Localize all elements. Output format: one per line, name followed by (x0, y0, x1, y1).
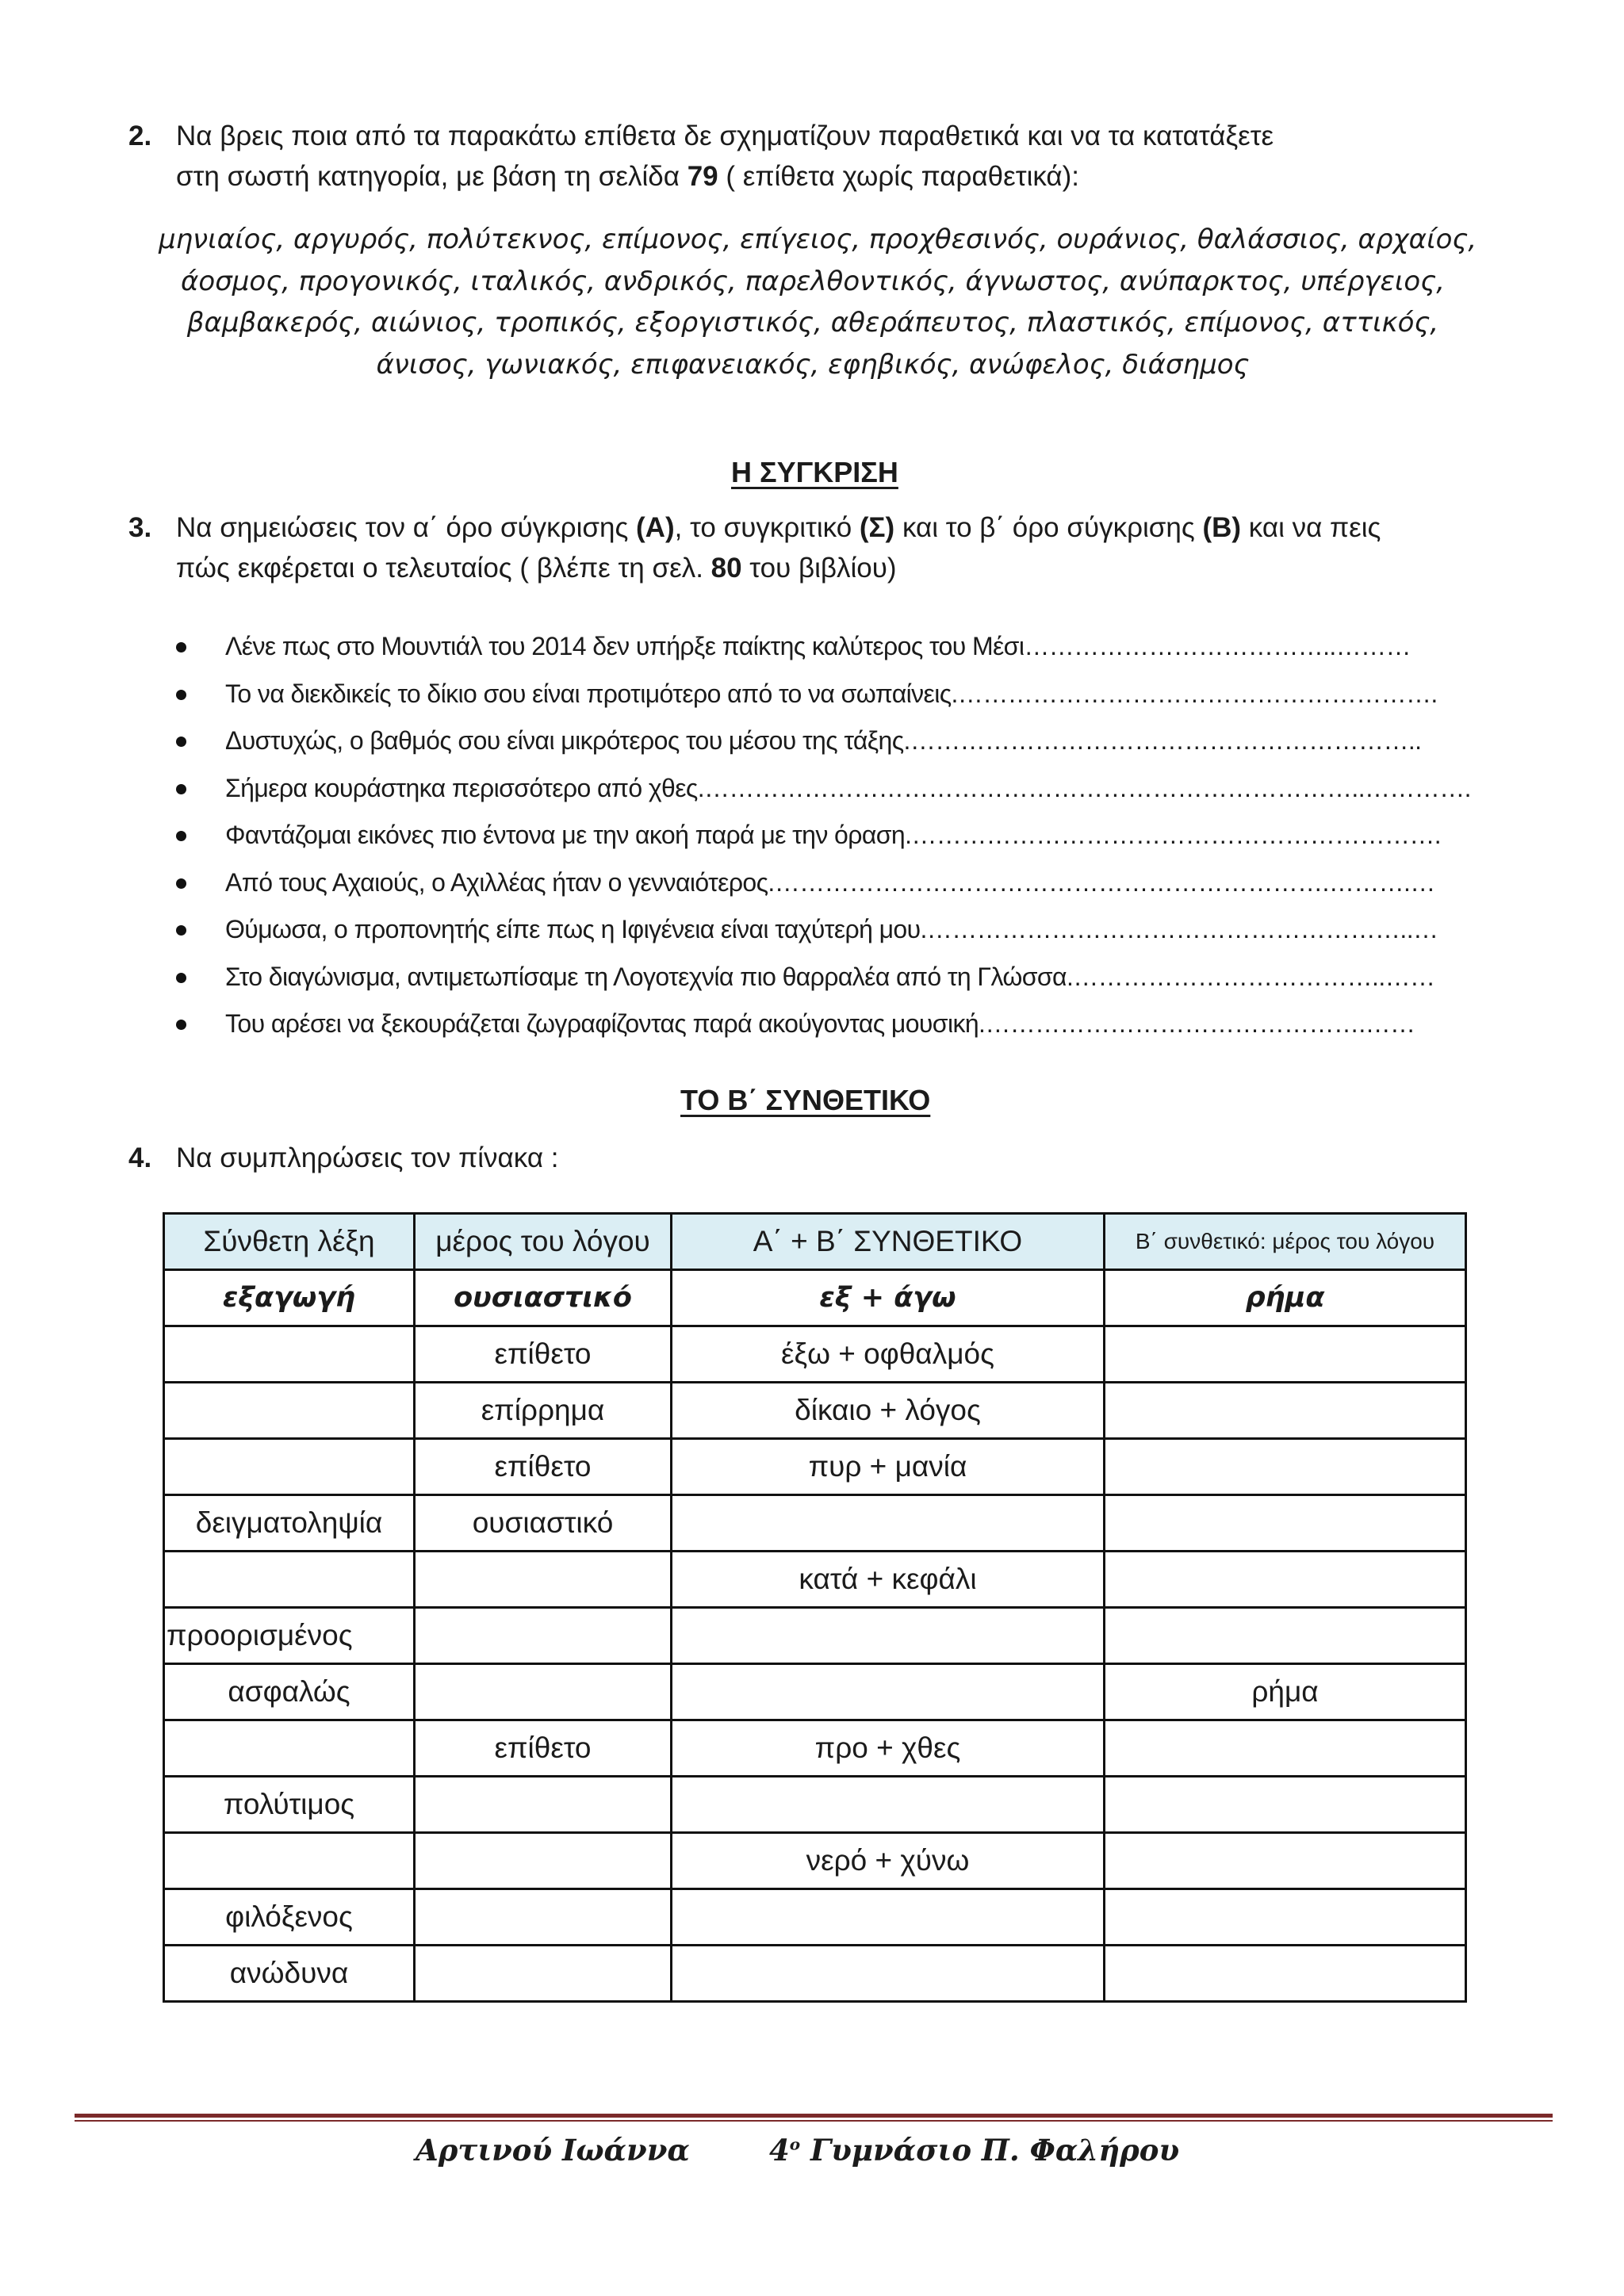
table-cell: επίθετο (415, 1720, 672, 1777)
page-reference: 79 (687, 161, 718, 192)
table-cell: φιλόξενος (164, 1889, 415, 1946)
column-header: Α΄ + Β΄ ΣΥΝΘΕΤΙΚΟ (672, 1214, 1105, 1270)
column-header: Σύνθετη λέξη (164, 1214, 415, 1270)
table-cell[interactable] (672, 1889, 1105, 1946)
question-text: στη σωστή κατηγορία, με βάση τη σελίδα (176, 161, 688, 192)
footer-divider (75, 2120, 1553, 2122)
footer-school (769, 2133, 1179, 2168)
table-row (164, 1552, 1466, 1608)
table-cell[interactable] (164, 1720, 415, 1777)
table-cell: ανώδυνα (164, 1946, 415, 2002)
footer-author: Αρτινού Ιωάννα (416, 2133, 690, 2168)
table-row (164, 1608, 1466, 1664)
table-cell: επίρρημα (415, 1383, 672, 1439)
table-cell[interactable] (1105, 1383, 1466, 1439)
question-4 (128, 1138, 1080, 1178)
table-cell: έξω + οφθαλμός (672, 1326, 1105, 1383)
table-cell[interactable] (1105, 1889, 1466, 1946)
table-cell[interactable] (1105, 1439, 1466, 1495)
adjective-line: άοσμος, προγονικός, ιταλικός, ανδρικός, παρελθοντικός, άγνωστος, ανύπαρκτος, υπέργειος, (181, 265, 1445, 297)
table-cell[interactable] (164, 1326, 415, 1383)
table-cell[interactable] (1105, 1326, 1466, 1383)
school-name: Γυμνάσιο Π. Φαλήρου (800, 2133, 1180, 2168)
table-row (164, 1777, 1466, 1833)
term-s-marker: (Σ) (859, 512, 895, 543)
table-cell: ουσιαστικό (415, 1495, 672, 1552)
question-text: πώς εκφέρεται ο τελευταίος ( βλέπε τη σελ. (176, 553, 711, 584)
question-text: του βιβλίου) (741, 553, 897, 584)
adjective-line: μηνιαίος, αργυρός, πολύτεκνος, επίμονος, επίγειος, προχθεσινός, ουράνιος, θαλάσσιος, αρχαίος, (159, 224, 1477, 255)
table-cell[interactable] (672, 1946, 1105, 2002)
table-cell[interactable] (672, 1777, 1105, 1833)
table-example-row (164, 1270, 1466, 1326)
compound-words-table (163, 1212, 1467, 2003)
question-text-line2 (128, 156, 1516, 197)
question-number: 4. (128, 1142, 152, 1173)
question-2 (128, 116, 1516, 197)
question-text-line2 (128, 548, 1556, 588)
question-text-line1 (128, 507, 1556, 548)
table-cell[interactable] (672, 1608, 1105, 1664)
table-cell: ουσιαστικό (415, 1270, 672, 1326)
table-cell[interactable] (415, 1552, 672, 1608)
section-heading-compound: ΤΟ Β΄ ΣΥΝΘΕΤΙΚΟ (680, 1084, 931, 1116)
page-reference: 80 (710, 553, 742, 584)
table-cell[interactable] (415, 1946, 672, 2002)
table-cell[interactable] (415, 1608, 672, 1664)
table-cell: προορισμένος (164, 1608, 415, 1664)
question-text: ( επίθετα χωρίς παραθετικά): (718, 161, 1080, 192)
question-text: και να πεις (1241, 512, 1381, 543)
question-text-line1 (128, 116, 1516, 156)
footer-divider (75, 2114, 1553, 2118)
table-cell: επίθετο (415, 1326, 672, 1383)
table-cell[interactable] (164, 1552, 415, 1608)
list-item: Το να διεκδικείς το δίκιο σου είναι προτιμότερο από το να σωπαίνεις.…………………………………………………. (176, 671, 1556, 718)
table-row (164, 1889, 1466, 1946)
comparison-sentences (176, 623, 1556, 1048)
column-header: Β΄ συνθετικό: μέρος του λόγου (1105, 1214, 1466, 1270)
table-cell[interactable] (415, 1777, 672, 1833)
table-cell: εξαγωγή (164, 1270, 415, 1326)
section-heading-comparison: Η ΣΥΓΚΡΙΣΗ (731, 456, 898, 488)
table-cell[interactable] (1105, 1720, 1466, 1777)
list-item: Στο διαγώνισμα, αντιμετωπίσαμε τη Λογοτεχνία πιο θαρραλέα από τη Γλώσσα.………………………………..…… (176, 954, 1556, 1001)
list-item: Του αρέσει να ξεκουράζεται ζωγραφίζοντας παρά ακούγοντας μουσική.……………………………………….…… (176, 1001, 1556, 1048)
table-cell[interactable] (415, 1889, 672, 1946)
table-cell: ρήμα (1105, 1270, 1466, 1326)
table-cell[interactable] (672, 1495, 1105, 1552)
table-row (164, 1439, 1466, 1495)
table-cell: εξ + άγω (672, 1270, 1105, 1326)
table-cell: νερό + χύνω (672, 1833, 1105, 1889)
question-text: , το συγκριτικό (674, 512, 860, 543)
list-item: Λένε πως στο Μουντιάλ του 2014 δεν υπήρξε παίκτης καλύτερος του Μέσι………………………………..……… (176, 623, 1556, 671)
list-item: Από τους Αχαιούς, ο Αχιλλέας ήταν ο γενναιότερος.………………………………………………………….……….… (176, 859, 1556, 907)
table-cell: πολύτιμος (164, 1777, 415, 1833)
table-cell[interactable] (1105, 1833, 1466, 1889)
table-cell[interactable] (164, 1383, 415, 1439)
table-cell: δίκαιο + λόγος (672, 1383, 1105, 1439)
question-text: Να βρεις ποια από τα παρακάτω επίθετα δε σχηματίζουν παραθετικά και να τα κατατάξετε (176, 121, 1274, 151)
table-cell[interactable] (164, 1439, 415, 1495)
list-item: Σήμερα κουράστηκα περισσότερο από χθες.……………………………………………………………………..…………. (176, 765, 1556, 813)
table-cell[interactable] (1105, 1552, 1466, 1608)
table-cell: ασφαλώς (164, 1664, 415, 1720)
table-row (164, 1326, 1466, 1383)
adjective-line: άνισος, γωνιακός, επιφανειακός, εφηβικός, ανώφελος, διάσημος (376, 348, 1250, 381)
table-row (164, 1495, 1466, 1552)
table-cell[interactable] (415, 1664, 672, 1720)
question-3 (128, 507, 1556, 588)
column-header: μέρος του λόγου (415, 1214, 672, 1270)
table-cell[interactable] (672, 1664, 1105, 1720)
question-number: 3. (128, 512, 152, 543)
table-cell: ρήμα (1105, 1664, 1466, 1720)
adjective-line: βαμβακερός, αιώνιος, τροπικός, εξοργιστικός, αθεράπευτος, πλαστικός, επίμονος, αττικός, (186, 307, 1439, 339)
term-a-marker: (Α) (636, 512, 675, 543)
list-item: Φαντάζομαι εικόνες πιο έντονα με την ακοή παρά με την όραση.………………………………………………………. (176, 812, 1556, 859)
question-text: και το β΄ όρο σύγκρισης (894, 512, 1203, 543)
table-row (164, 1946, 1466, 2002)
table-cell: κατά + κεφάλι (672, 1552, 1105, 1608)
table-cell: επίθετο (415, 1439, 672, 1495)
table-cell[interactable] (1105, 1777, 1466, 1833)
table-row (164, 1383, 1466, 1439)
table-cell[interactable] (1105, 1946, 1466, 2002)
list-item: Θύμωσα, ο προπονητής είπε πως η Ιφιγένεια είναι ταχύτερή μου.…………………………………………………..… (176, 906, 1556, 954)
question-text: Να συμπληρώσεις τον πίνακα : (176, 1142, 559, 1173)
table-header-row (164, 1214, 1466, 1270)
table-cell[interactable] (1105, 1495, 1466, 1552)
table-cell[interactable] (1105, 1608, 1466, 1664)
table-cell: πυρ + μανία (672, 1439, 1105, 1495)
table-cell: προ + χθες (672, 1720, 1105, 1777)
table-cell: δειγματοληψία (164, 1495, 415, 1552)
table-cell[interactable] (415, 1833, 672, 1889)
school-number: 4 (769, 2133, 790, 2168)
adjective-list (159, 219, 1477, 385)
table-row (164, 1664, 1466, 1720)
question-number: 2. (128, 121, 152, 151)
table-row (164, 1833, 1466, 1889)
school-ordinal: ο (789, 2134, 801, 2154)
table-cell[interactable] (164, 1833, 415, 1889)
question-text: Να σημειώσεις τον α΄ όρο σύγκρισης (176, 512, 637, 543)
term-b-marker: (Β) (1202, 512, 1242, 543)
list-item: Δυστυχώς, ο βαθμός σου είναι μικρότερος του μέσου της τάξης.…………………………………………………….. (176, 718, 1556, 765)
table-row (164, 1720, 1466, 1777)
